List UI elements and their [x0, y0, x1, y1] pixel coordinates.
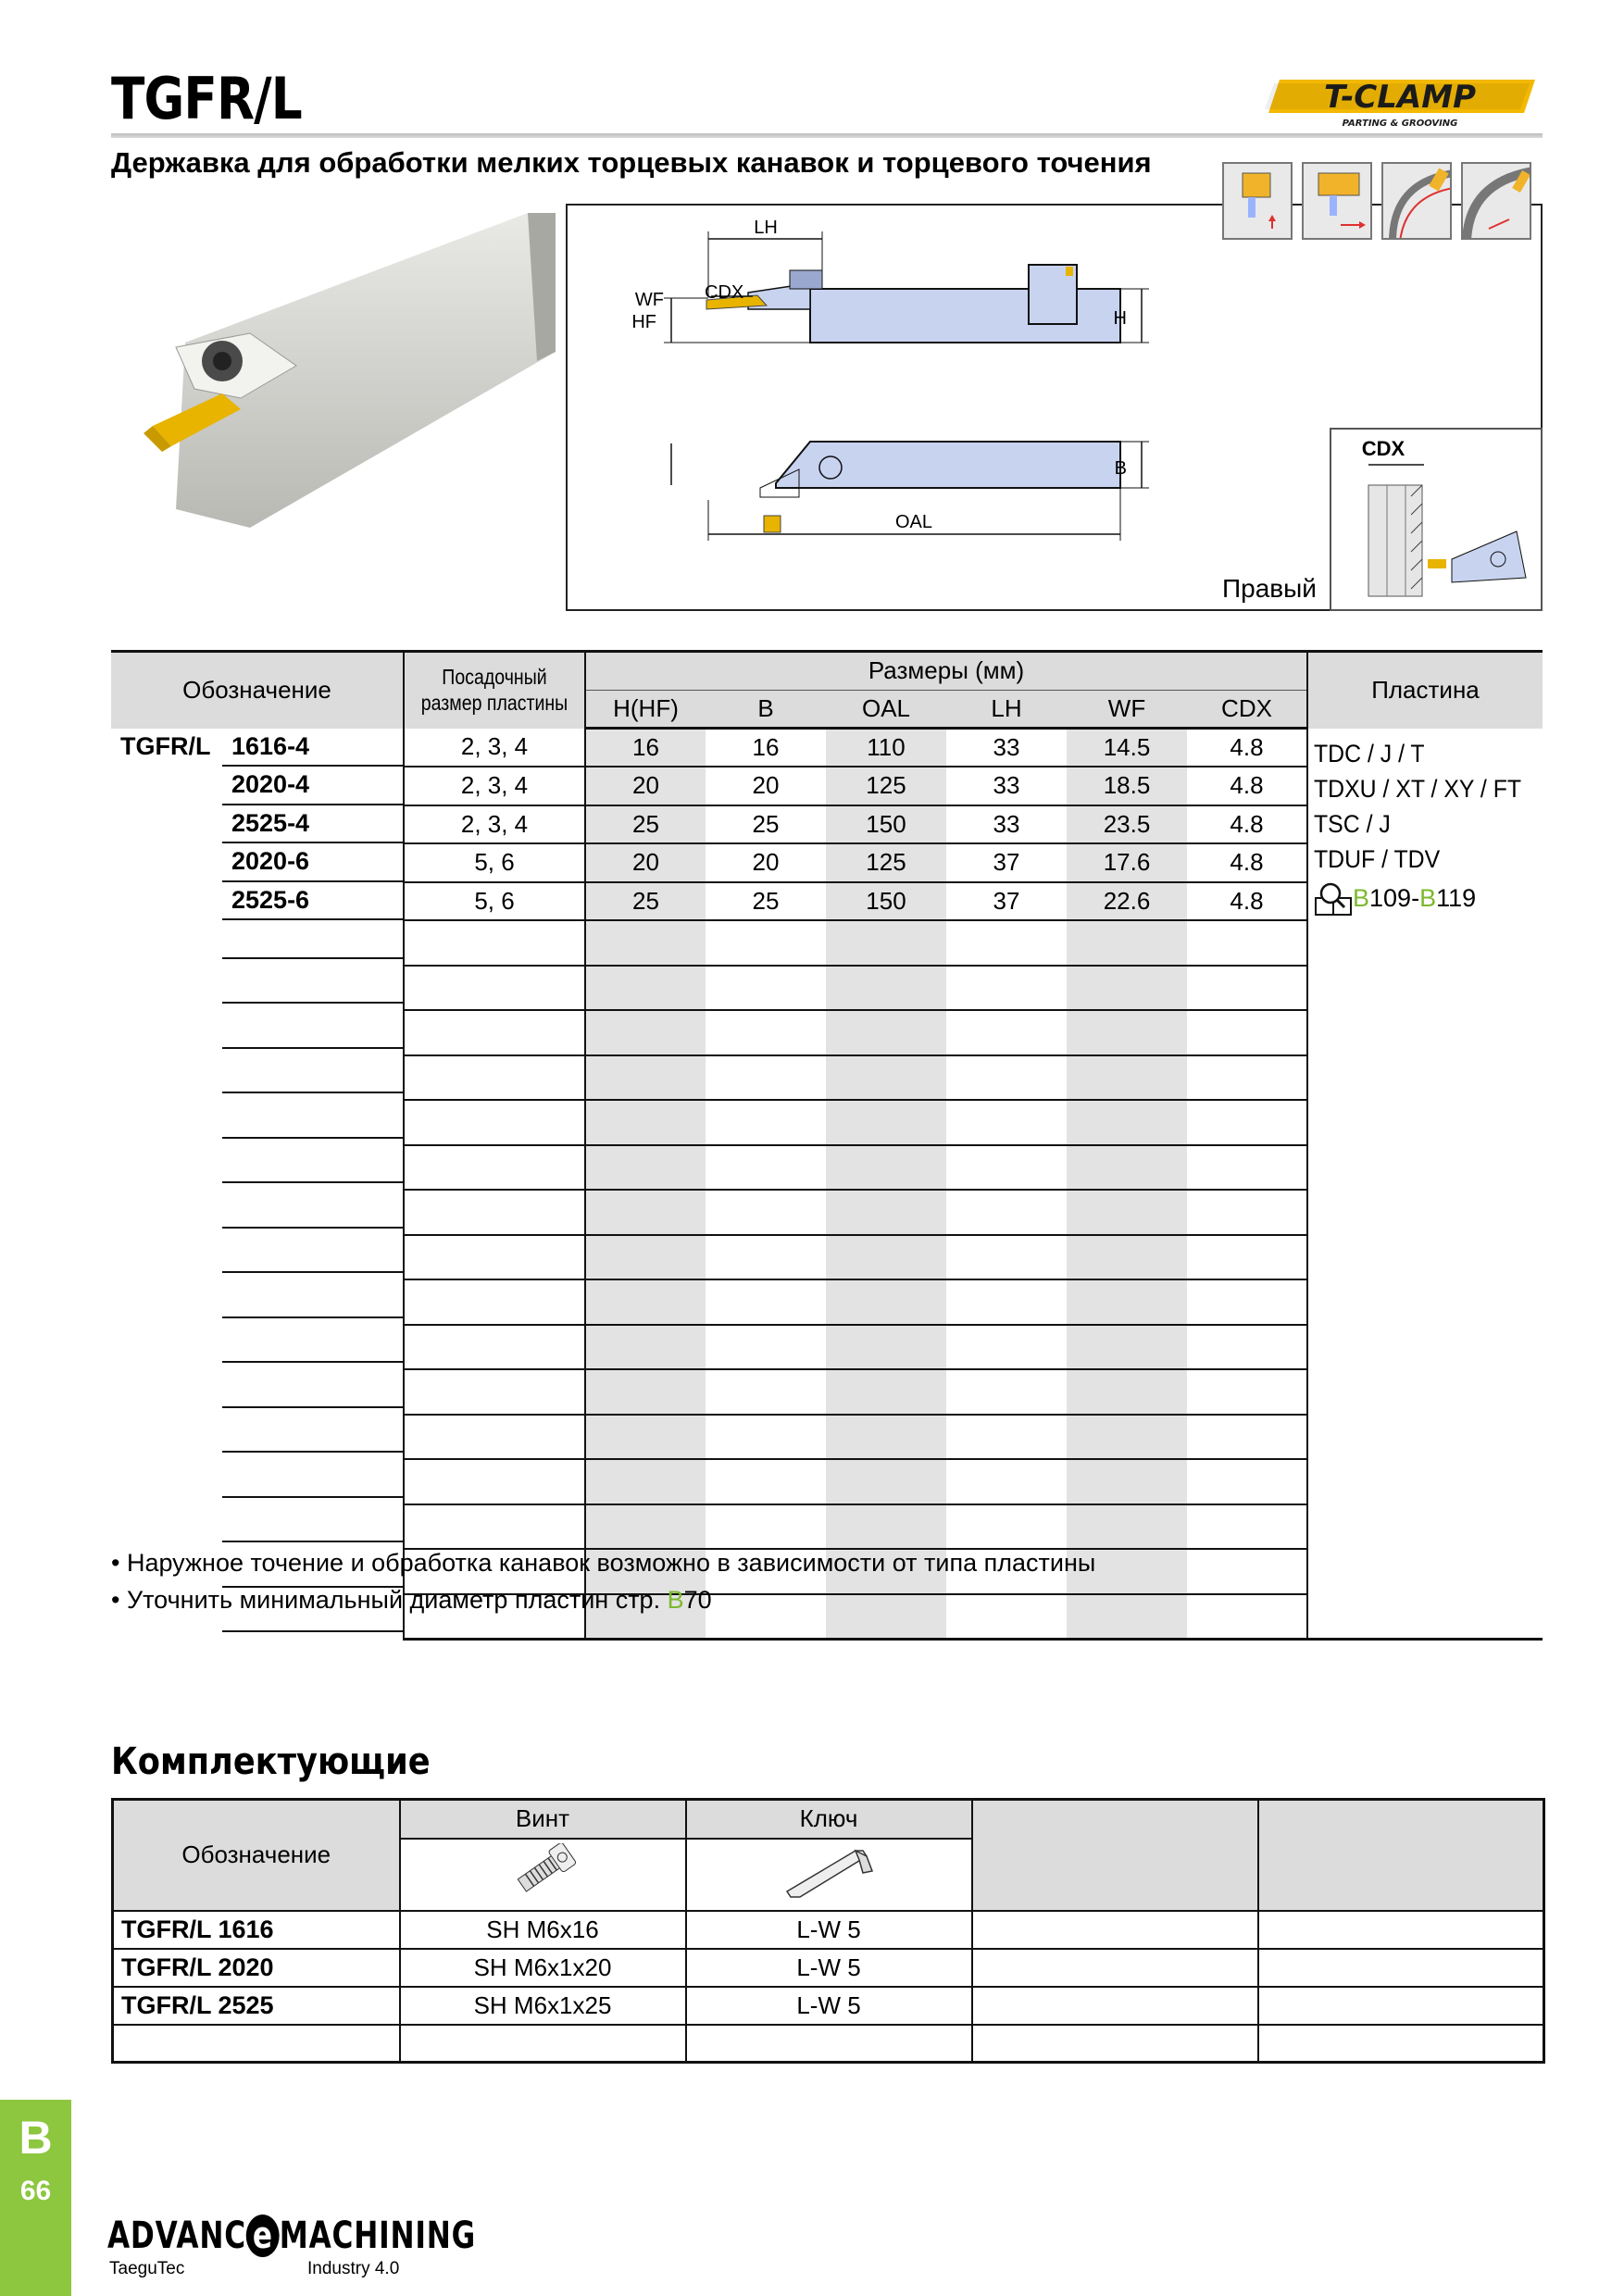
cell-h	[585, 1369, 706, 1415]
cell-lh: 33	[946, 729, 1067, 767]
page-number: 66	[19, 2176, 52, 2206]
cell-designation: 2020-6	[111, 843, 404, 882]
cell-oal	[826, 1190, 946, 1235]
cell-h: 16	[585, 729, 706, 767]
col-b: B	[706, 690, 826, 729]
cell-designation	[111, 1325, 404, 1370]
cell-insert-list	[1307, 729, 1543, 1640]
col-lh: LH	[946, 690, 1067, 729]
cell-wf	[1067, 920, 1187, 966]
acc-cell-key	[686, 2025, 972, 2063]
accessory-row	[113, 1949, 1544, 1987]
cell-wf	[1067, 966, 1187, 1011]
acc-cell-screw: SH M6x16	[400, 1911, 686, 1949]
cell-designation	[111, 1100, 404, 1145]
op-profile-icon	[1381, 162, 1452, 240]
col-insert: Пластина	[1307, 652, 1543, 729]
cell-h: 20	[585, 767, 706, 805]
acc-cell-e1	[972, 1949, 1258, 1987]
cell-cdx	[1187, 1055, 1307, 1101]
cell-b: 16	[706, 729, 826, 767]
cell-lh	[946, 1279, 1067, 1325]
cell-lh: 37	[946, 843, 1067, 882]
acc-cell-e2	[1258, 1911, 1544, 1949]
cell-designation	[111, 1055, 404, 1101]
cell-cdx: 4.8	[1187, 805, 1307, 844]
cell-lh	[946, 1145, 1067, 1191]
cell-h	[585, 1415, 706, 1460]
cell-cdx	[1187, 1459, 1307, 1504]
cell-lh	[946, 1325, 1067, 1370]
cell-lh	[946, 1055, 1067, 1101]
cell-b	[706, 1235, 826, 1280]
cell-b	[706, 1504, 826, 1550]
accessory-row	[113, 2025, 1544, 2063]
cell-seat: 2, 3, 4	[404, 805, 585, 844]
cell-b	[706, 1190, 826, 1235]
cell-seat	[404, 1369, 585, 1415]
cell-oal	[826, 1459, 946, 1504]
cell-seat	[404, 1504, 585, 1550]
spec-table	[111, 650, 1543, 1641]
cell-b	[706, 1369, 826, 1415]
op-face-grooving-icon	[1222, 162, 1293, 240]
cell-lh	[946, 1235, 1067, 1280]
acc-cell-e1	[972, 2025, 1258, 2063]
cell-designation	[111, 1415, 404, 1460]
cell-oal	[826, 1325, 946, 1370]
acc-cell-designation	[113, 2025, 400, 2063]
cell-h	[585, 920, 706, 966]
cell-oal	[826, 920, 946, 966]
acc-cell-designation: TGFR/L 2525	[113, 1987, 400, 2025]
cell-wf	[1067, 1279, 1187, 1325]
cell-cdx	[1187, 1145, 1307, 1191]
cell-wf: 23.5	[1067, 805, 1187, 844]
cell-seat: 5, 6	[404, 882, 585, 921]
cdx-detail-inset	[1330, 428, 1543, 611]
cell-seat	[404, 1235, 585, 1280]
acc-cell-key: L-W 5	[686, 1987, 972, 2025]
cell-wf	[1067, 1369, 1187, 1415]
cell-designation: TGFR/L 1616-4	[111, 729, 404, 767]
cell-lh	[946, 1100, 1067, 1145]
cell-designation	[111, 1190, 404, 1235]
hex-key-icon	[778, 1843, 880, 1899]
cell-designation	[111, 1010, 404, 1055]
cell-lh	[946, 1010, 1067, 1055]
cell-cdx	[1187, 1594, 1307, 1640]
cell-h: 25	[585, 805, 706, 844]
cell-b	[706, 1325, 826, 1370]
accessory-row	[113, 1911, 1544, 1949]
cell-cdx	[1187, 1100, 1307, 1145]
cell-h	[585, 1055, 706, 1101]
cell-wf: 17.6	[1067, 843, 1187, 882]
accessories-title: Комплектующие	[111, 1741, 431, 1783]
title-rule	[111, 133, 1543, 138]
cell-cdx	[1187, 1504, 1307, 1550]
cell-seat	[404, 1415, 585, 1460]
cell-b	[706, 1100, 826, 1145]
cell-b: 25	[706, 882, 826, 921]
cell-oal	[826, 1010, 946, 1055]
cell-wf	[1067, 1145, 1187, 1191]
cell-h: 25	[585, 882, 706, 921]
acc-cell-e2	[1258, 1987, 1544, 2025]
cell-cdx	[1187, 1369, 1307, 1415]
acc-col-empty-2	[1258, 1800, 1544, 1911]
col-dimensions: Размеры (мм)	[585, 652, 1307, 691]
cell-cdx	[1187, 1010, 1307, 1055]
op-face-turning-icon	[1302, 162, 1372, 240]
acc-col-empty-1	[972, 1800, 1258, 1911]
cell-cdx	[1187, 1190, 1307, 1235]
cell-lh: 33	[946, 767, 1067, 805]
label-cdx: CDX	[705, 282, 744, 303]
cell-lh	[946, 1504, 1067, 1550]
note-min-diameter: • Уточнить минимальный диаметр пластин стр. B70	[111, 1586, 712, 1614]
brand-sub-right: Industry 4.0	[307, 2259, 400, 2278]
cell-designation	[111, 1145, 404, 1191]
label-h: H	[1113, 308, 1127, 329]
insert-item: TDUF / TDV	[1314, 844, 1441, 873]
note-external-turning: • Наружное точение и обработка канавок возможно в зависимости от типа пластины	[111, 1549, 1096, 1577]
cell-seat	[404, 966, 585, 1011]
cell-h	[585, 1190, 706, 1235]
col-seat-size: Посадочный размер пластины	[404, 652, 585, 729]
cell-b	[706, 1415, 826, 1460]
cell-designation: 2020-4	[111, 767, 404, 805]
cell-oal: 125	[826, 767, 946, 805]
accessories-table	[111, 1798, 1545, 2064]
cell-h	[585, 1325, 706, 1370]
page-title: TGFR/L	[111, 65, 302, 132]
acc-cell-e1	[972, 1987, 1258, 2025]
cell-h	[585, 1504, 706, 1550]
cell-h	[585, 1235, 706, 1280]
cell-seat	[404, 920, 585, 966]
cell-cdx: 4.8	[1187, 843, 1307, 882]
cell-wf: 22.6	[1067, 882, 1187, 921]
cell-seat: 2, 3, 4	[404, 767, 585, 805]
cell-b	[706, 966, 826, 1011]
acc-col-screw: Винт	[400, 1800, 686, 1839]
col-cdx: CDX	[1187, 690, 1307, 729]
cell-wf	[1067, 1055, 1187, 1101]
acc-col-designation: Обозначение	[113, 1800, 400, 1911]
cell-b: 20	[706, 843, 826, 882]
cell-lh	[946, 1415, 1067, 1460]
cell-seat	[404, 1100, 585, 1145]
cell-seat	[404, 1055, 585, 1101]
col-oal: OAL	[826, 690, 946, 729]
cell-oal	[826, 1100, 946, 1145]
page-subtitle: Державка для обработки мелких торцевых канавок и торцевого точения	[111, 146, 1152, 179]
cell-seat	[404, 1459, 585, 1504]
cell-designation	[111, 1369, 404, 1415]
screw-icon-cell	[400, 1839, 686, 1911]
label-lh: LH	[754, 218, 778, 238]
cell-oal: 125	[826, 843, 946, 882]
key-icon-cell	[686, 1839, 972, 1911]
cell-lh	[946, 1369, 1067, 1415]
cell-wf	[1067, 1459, 1187, 1504]
cell-designation: 2525-6	[111, 882, 404, 921]
cell-wf	[1067, 1415, 1187, 1460]
cell-wf	[1067, 1325, 1187, 1370]
cell-h: 20	[585, 843, 706, 882]
label-hf: HF	[631, 312, 656, 332]
acc-cell-e2	[1258, 2025, 1544, 2063]
cell-wf	[1067, 1010, 1187, 1055]
cell-oal	[826, 1369, 946, 1415]
acc-cell-screw: SH M6x1x25	[400, 1987, 686, 2025]
acc-cell-key: L-W 5	[686, 1911, 972, 1949]
label-oal: OAL	[894, 512, 933, 532]
cell-oal	[826, 1235, 946, 1280]
tool-holder-photo	[139, 204, 556, 555]
cell-lh	[946, 1459, 1067, 1504]
cell-cdx: 4.8	[1187, 767, 1307, 805]
cell-designation	[111, 1279, 404, 1325]
cell-cdx	[1187, 1415, 1307, 1460]
cell-lh	[946, 1190, 1067, 1235]
magnifier-book-icon	[1314, 881, 1353, 917]
brand-e-mark: e	[246, 2215, 280, 2257]
cell-oal	[826, 1145, 946, 1191]
cell-oal	[826, 1504, 946, 1550]
insert-item: TSC / J	[1314, 809, 1391, 838]
cell-lh	[946, 920, 1067, 966]
cell-b	[706, 1459, 826, 1504]
cell-cdx	[1187, 966, 1307, 1011]
col-h-hf: H(HF)	[585, 690, 706, 729]
cell-oal	[826, 1279, 946, 1325]
section-letter: B	[19, 2112, 53, 2164]
cell-h	[585, 1459, 706, 1504]
label-wf: WF	[634, 290, 664, 310]
cell-oal: 110	[826, 729, 946, 767]
cell-h	[585, 1100, 706, 1145]
acc-col-key: Ключ	[686, 1800, 972, 1839]
insert-item: TDC / J / T	[1314, 739, 1425, 767]
label-b: B	[1114, 458, 1127, 479]
cell-designation: 2525-4	[111, 805, 404, 844]
operation-icons	[1222, 162, 1531, 240]
spec-row	[111, 729, 1543, 767]
note-page-ref-number[interactable]: 70	[683, 1586, 712, 1614]
cell-wf: 18.5	[1067, 767, 1187, 805]
cell-designation	[111, 1504, 404, 1550]
cell-b	[706, 1145, 826, 1191]
cell-cdx	[1187, 920, 1307, 966]
inset-cdx-label: CDX	[1361, 437, 1405, 460]
screw-icon	[501, 1843, 584, 1899]
cell-cdx	[1187, 1549, 1307, 1594]
insert-item: TDXU / XT / XY / FT	[1314, 774, 1522, 803]
notes	[111, 1544, 1095, 1618]
acc-cell-designation: TGFR/L 1616	[113, 1911, 400, 1949]
cell-oal: 150	[826, 882, 946, 921]
cell-wf: 14.5	[1067, 729, 1187, 767]
brand-sub-left: TaeguTec	[109, 2259, 185, 2278]
op-curved-groove-icon	[1461, 162, 1531, 240]
cell-oal	[826, 1415, 946, 1460]
cell-designation	[111, 920, 404, 966]
cell-wf	[1067, 1504, 1187, 1550]
insert-page-ref[interactable]: B109-B119	[1314, 880, 1543, 917]
cell-b	[706, 920, 826, 966]
cell-oal	[826, 1055, 946, 1101]
cell-cdx	[1187, 1325, 1307, 1370]
acc-cell-screw	[400, 2025, 686, 2063]
cell-h	[585, 1010, 706, 1055]
cell-b: 25	[706, 805, 826, 844]
col-designation: Обозначение	[111, 652, 404, 729]
acc-cell-designation: TGFR/L 2020	[113, 1949, 400, 1987]
accessory-row	[113, 1987, 1544, 2025]
cell-seat	[404, 1145, 585, 1191]
cell-oal: 150	[826, 805, 946, 844]
cell-h	[585, 1279, 706, 1325]
cell-lh: 33	[946, 805, 1067, 844]
cell-oal	[826, 966, 946, 1011]
cell-wf	[1067, 1235, 1187, 1280]
acc-cell-e2	[1258, 1949, 1544, 1987]
col-wf: WF	[1067, 690, 1187, 729]
acc-cell-key: L-W 5	[686, 1949, 972, 1987]
cell-b	[706, 1055, 826, 1101]
cell-designation	[111, 1235, 404, 1280]
cell-cdx: 4.8	[1187, 729, 1307, 767]
cell-seat	[404, 1279, 585, 1325]
cell-cdx	[1187, 1235, 1307, 1280]
cell-seat	[404, 1325, 585, 1370]
cell-wf	[1067, 1100, 1187, 1145]
cell-lh	[946, 966, 1067, 1011]
hand-label: Правый	[1222, 574, 1317, 603]
acc-cell-e1	[972, 1911, 1258, 1949]
logo-text: T-CLAMP	[1324, 79, 1476, 116]
cell-designation	[111, 1459, 404, 1504]
cell-seat: 5, 6	[404, 843, 585, 882]
cell-cdx: 4.8	[1187, 882, 1307, 921]
cell-wf	[1067, 1190, 1187, 1235]
cell-h	[585, 1145, 706, 1191]
cell-seat: 2, 3, 4	[404, 729, 585, 767]
cell-seat	[404, 1190, 585, 1235]
t-clamp-logo	[1261, 72, 1539, 130]
cell-b	[706, 1010, 826, 1055]
cell-b: 20	[706, 767, 826, 805]
cell-b	[706, 1279, 826, 1325]
cell-cdx	[1187, 1279, 1307, 1325]
cell-seat	[404, 1010, 585, 1055]
brand-logo: ADVANC e MACHINING	[107, 2215, 477, 2257]
cell-h	[585, 966, 706, 1011]
logo-subtext: PARTING & GROOVING	[1342, 119, 1458, 129]
cell-lh: 37	[946, 882, 1067, 921]
cell-designation	[111, 966, 404, 1011]
acc-cell-screw: SH M6x1x20	[400, 1949, 686, 1987]
note-page-ref-letter[interactable]: B	[667, 1586, 684, 1614]
